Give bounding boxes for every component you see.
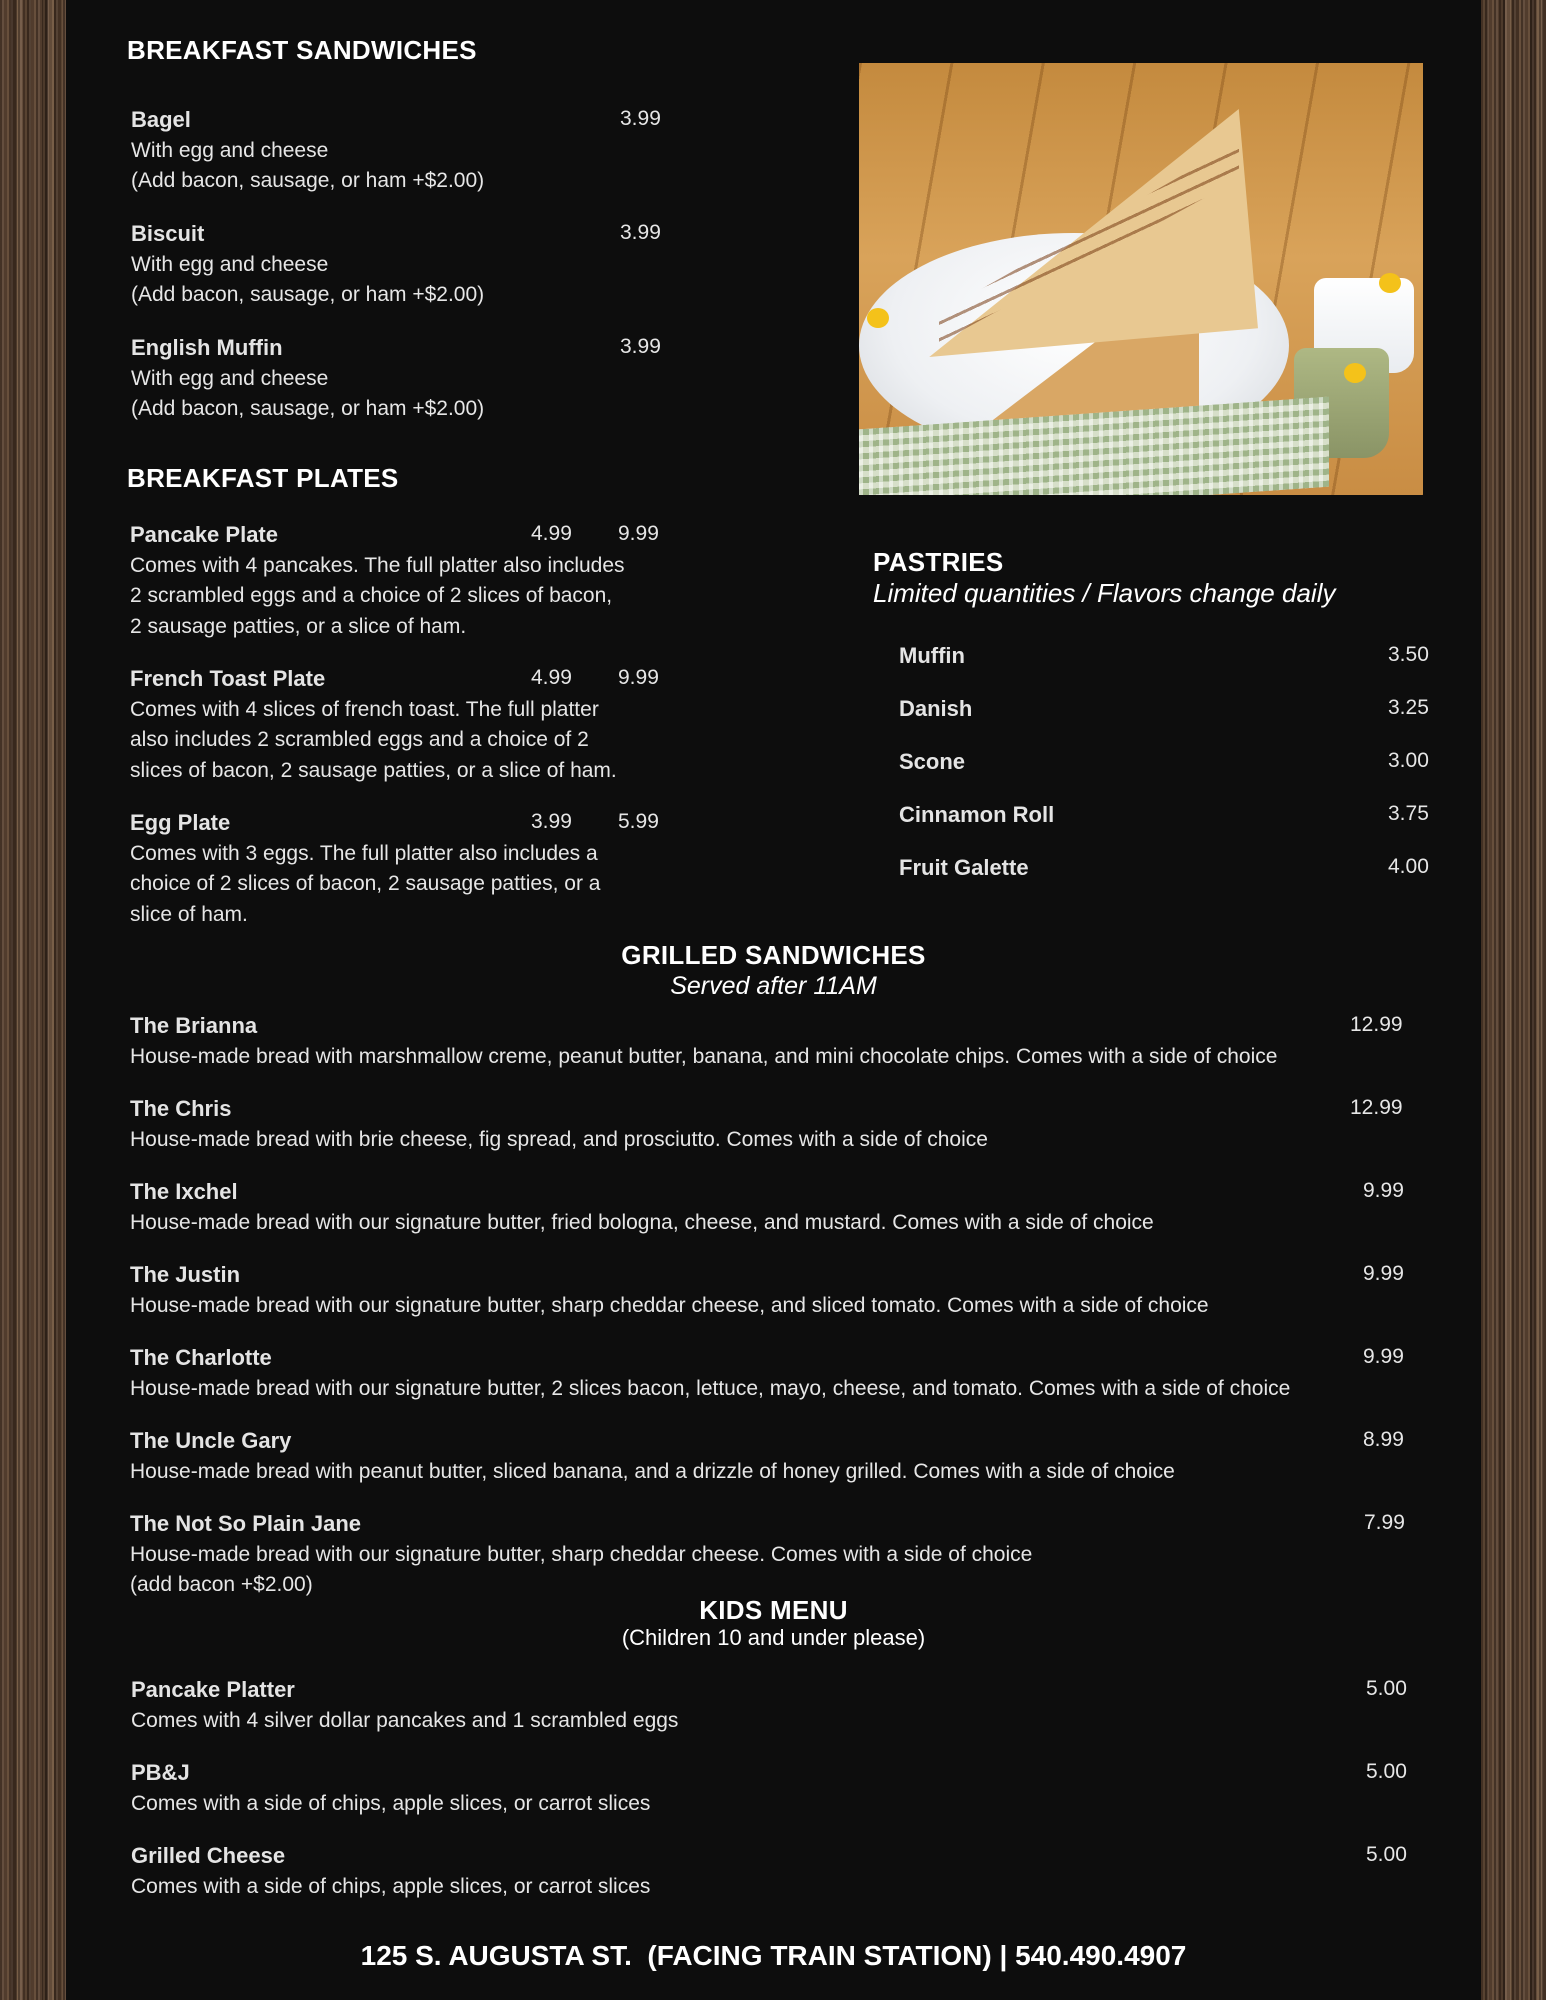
item-price: 9.99 — [1363, 1345, 1404, 1368]
item-price: 4.00 — [1388, 855, 1429, 878]
item-description: House-made bread with our signature butter, sharp cheddar cheese. Comes with a side of choice — [130, 1543, 1033, 1566]
item-description: With egg and cheese — [131, 253, 329, 276]
item-name: Egg Plate — [130, 810, 231, 835]
item-name: Grilled Cheese — [131, 1843, 286, 1868]
item-description-line: slice of ham. — [130, 903, 248, 926]
section-title-pastries: PASTRIES — [873, 547, 1004, 577]
item-price: 12.99 — [1350, 1096, 1403, 1119]
item-price: 3.99 — [620, 107, 661, 130]
item-price-full: 9.99 — [618, 666, 659, 689]
item-price: 3.99 — [620, 335, 661, 358]
item-price: 3.99 — [620, 221, 661, 244]
item-price: 7.99 — [1364, 1511, 1405, 1534]
item-name: The Ixchel — [130, 1179, 238, 1204]
item-description: House-made bread with our signature butter, sharp cheddar cheese, and sliced tomato. Comes with a side of choice — [130, 1294, 1209, 1317]
item-description: House-made bread with brie cheese, fig spread, and prosciutto. Comes with a side of choice — [130, 1128, 988, 1151]
kids-menu-subtitle: (Children 10 and under please) — [621, 1625, 926, 1650]
item-description: House-made bread with our signature butter, 2 slices bacon, lettuce, mayo, cheese, and tomato. Comes with a side of choice — [130, 1377, 1291, 1400]
item-price: 9.99 — [1363, 1179, 1404, 1202]
item-name: The Chris — [130, 1096, 232, 1121]
corn-kernel — [867, 308, 889, 328]
item-price: 3.00 — [1388, 749, 1429, 772]
item-description-line: Comes with 3 eggs. The full platter also includes a — [130, 842, 598, 865]
item-name: Fruit Galette — [899, 855, 1029, 880]
item-price-single: 4.99 — [531, 666, 572, 689]
item-description-line: 2 sausage patties, or a slice of ham. — [130, 615, 467, 638]
corn-kernel — [1344, 363, 1366, 383]
sandwich-photo — [859, 63, 1423, 495]
item-description: House-made bread with marshmallow creme, peanut butter, banana, and mini chocolate chips. Comes with a side of choice — [130, 1045, 1278, 1068]
item-description: Comes with a side of chips, apple slices, or carrot slices — [131, 1792, 651, 1815]
item-price: 5.00 — [1366, 1843, 1407, 1866]
item-addon: (add bacon +$2.00) — [130, 1573, 313, 1596]
item-name: Danish — [899, 696, 973, 721]
item-name: Biscuit — [131, 221, 205, 246]
item-price: 3.25 — [1388, 696, 1429, 719]
section-title-kids-menu: KIDS MENU — [699, 1595, 848, 1625]
item-name: PB&J — [131, 1760, 190, 1785]
item-price: 3.50 — [1388, 643, 1429, 666]
corn-kernel — [1379, 273, 1401, 293]
item-name: Muffin — [899, 643, 965, 668]
item-name: Bagel — [131, 107, 191, 132]
item-description: With egg and cheese — [131, 367, 329, 390]
item-price-full: 5.99 — [618, 810, 659, 833]
item-name: Scone — [899, 749, 966, 774]
pastries-subtitle: Limited quantities / Flavors change daily — [873, 578, 1336, 608]
item-description: House-made bread with peanut butter, sliced banana, and a drizzle of honey grilled. Comes with a side of choice — [130, 1460, 1175, 1483]
item-price: 8.99 — [1363, 1428, 1404, 1451]
item-name: The Brianna — [130, 1013, 258, 1038]
item-description-line: also includes 2 scrambled eggs and a choice of 2 — [130, 728, 589, 751]
item-addon: (Add bacon, sausage, or ham +$2.00) — [131, 283, 485, 306]
item-description: House-made bread with our signature butter, fried bologna, cheese, and mustard. Comes with a side of choice — [130, 1211, 1154, 1234]
item-price: 5.00 — [1366, 1760, 1407, 1783]
item-name: The Not So Plain Jane — [130, 1511, 362, 1536]
item-description-line: slices of bacon, 2 sausage patties, or a slice of ham. — [130, 759, 617, 782]
item-price-single: 3.99 — [531, 810, 572, 833]
item-name: Pancake Platter — [131, 1677, 295, 1702]
item-addon: (Add bacon, sausage, or ham +$2.00) — [131, 169, 485, 192]
section-title-breakfast-sandwiches: BREAKFAST SANDWICHES — [127, 35, 477, 65]
item-description-line: Comes with 4 pancakes. The full platter also includes — [130, 554, 625, 577]
item-description: With egg and cheese — [131, 139, 329, 162]
item-price-single: 4.99 — [531, 522, 572, 545]
footer-address-phone: 125 S. AUGUSTA ST. (FACING TRAIN STATION) | 540.490.4907 — [360, 1940, 1187, 1971]
item-description-line: Comes with 4 slices of french toast. The full platter — [130, 698, 599, 721]
item-price: 9.99 — [1363, 1262, 1404, 1285]
item-description: Comes with 4 silver dollar pancakes and 1 scrambled eggs — [131, 1709, 679, 1732]
item-price-full: 9.99 — [618, 522, 659, 545]
section-title-breakfast-plates: BREAKFAST PLATES — [127, 463, 399, 493]
item-description-line: 2 scrambled eggs and a choice of 2 slices of bacon, — [130, 584, 613, 607]
item-name: Pancake Plate — [130, 522, 278, 547]
item-name: Cinnamon Roll — [899, 802, 1055, 827]
item-description: Comes with a side of chips, apple slices, or carrot slices — [131, 1875, 651, 1898]
item-name: The Justin — [130, 1262, 241, 1287]
item-price: 3.75 — [1388, 802, 1429, 825]
menu-panel — [66, 0, 1481, 2000]
item-name: The Uncle Gary — [130, 1428, 292, 1453]
item-name: French Toast Plate — [130, 666, 326, 691]
grilled-sandwiches-subtitle: Served after 11AM — [670, 972, 877, 1000]
item-price: 5.00 — [1366, 1677, 1407, 1700]
item-price: 12.99 — [1350, 1013, 1403, 1036]
item-addon: (Add bacon, sausage, or ham +$2.00) — [131, 397, 485, 420]
section-title-grilled-sandwiches: GRILLED SANDWICHES — [621, 940, 926, 970]
item-description-line: choice of 2 slices of bacon, 2 sausage patties, or a — [130, 872, 601, 895]
item-name: The Charlotte — [130, 1345, 272, 1370]
item-name: English Muffin — [131, 335, 283, 360]
